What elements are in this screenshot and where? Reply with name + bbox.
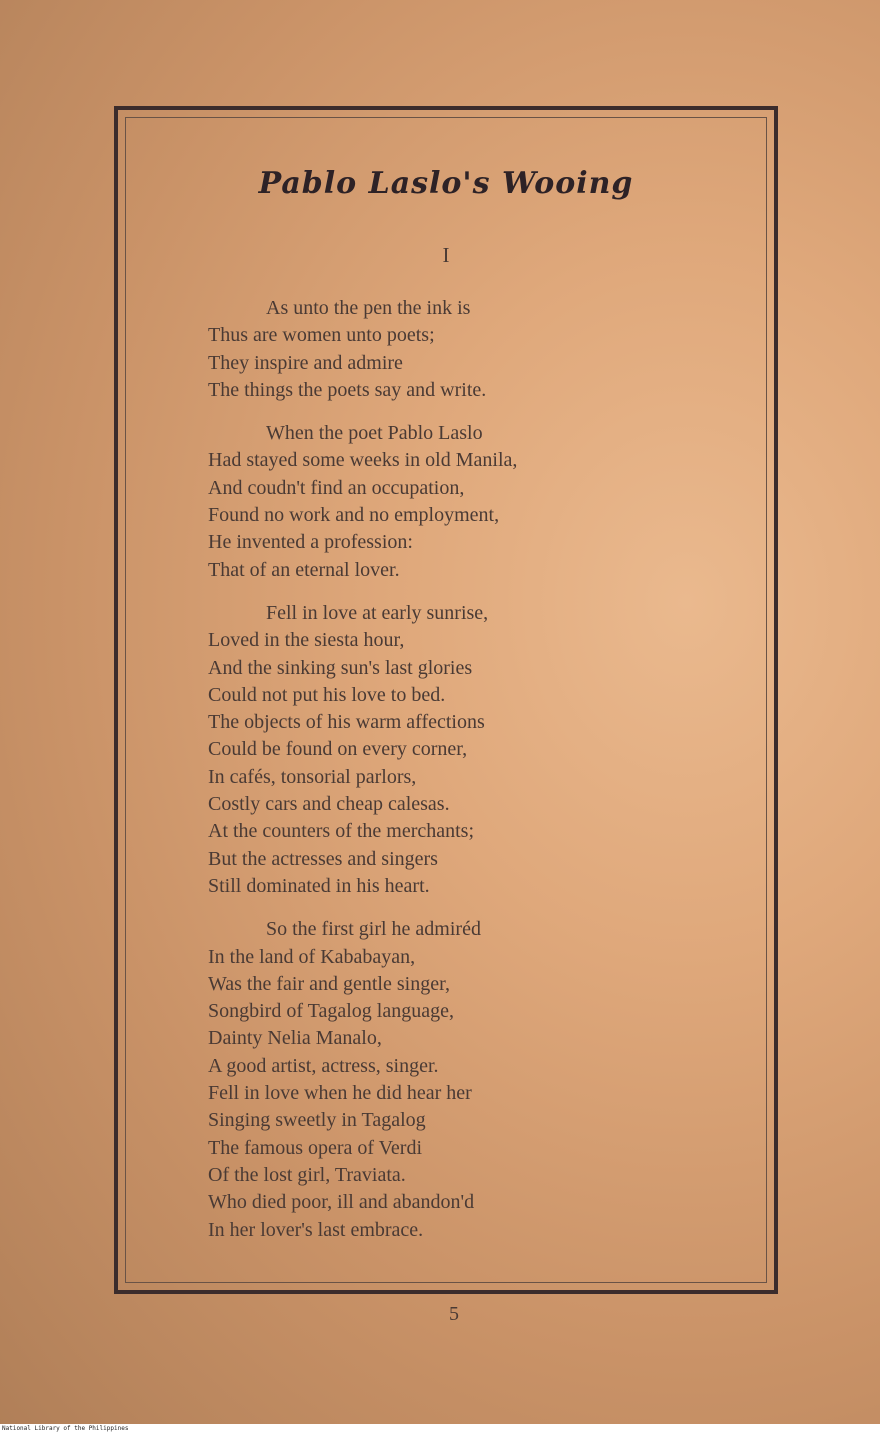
poem-line: In her lover's last embrace. xyxy=(208,1218,424,1241)
poem-line: And the sinking sun's last glories xyxy=(208,656,473,679)
poem-title: Pablo Laslo's Wooing xyxy=(258,166,634,201)
poem-line: Found no work and no employment, xyxy=(208,504,500,527)
poem-line: Still dominated in his heart. xyxy=(208,874,430,897)
poem-line: Of the lost girl, Traviata. xyxy=(208,1163,406,1186)
poem-line: Had stayed some weeks in old Manila, xyxy=(208,449,518,472)
page-number: 5 xyxy=(449,1303,459,1325)
poem-line: In cafés, tonsorial parlors, xyxy=(208,765,417,788)
stanza xyxy=(208,295,668,404)
poem-line: Dainty Nelia Manalo, xyxy=(208,1027,382,1050)
poem-line: Could be found on every corner, xyxy=(208,738,468,761)
poem-line: Fell in love at early sunrise, xyxy=(266,601,489,624)
poem-line: As unto the pen the ink is xyxy=(266,297,471,319)
poem-line: Singing sweetly in Tagalog xyxy=(208,1109,426,1132)
poem-line: In the land of Kababayan, xyxy=(208,945,416,968)
poem-line: The famous opera of Verdi xyxy=(208,1136,423,1159)
poem-line: A good artist, actress, singer. xyxy=(208,1054,439,1077)
poem-line: They inspire and admire xyxy=(208,351,403,374)
poem-line: Was the fair and gentle singer, xyxy=(208,972,450,995)
section-numeral: I xyxy=(442,243,450,267)
poem-line: Thus are women unto poets; xyxy=(208,324,435,347)
poem-line: So the first girl he admiréd xyxy=(266,918,481,941)
stanza xyxy=(208,420,668,584)
poem-line: He invented a profession: xyxy=(208,531,413,554)
poem-line: Who died poor, ill and abandon'd xyxy=(208,1191,475,1214)
poem-line: Costly cars and cheap calesas. xyxy=(208,793,450,816)
poem-line: Songbird of Tagalog language, xyxy=(208,1000,454,1023)
stanza xyxy=(208,600,668,900)
poem-line: But the actresses and singers xyxy=(208,847,438,870)
poem-line: Could not put his love to bed. xyxy=(208,683,446,706)
credit-text: National Library of the Philippines xyxy=(2,1425,129,1432)
footer-strip xyxy=(0,1424,880,1433)
poem-line: At the counters of the merchants; xyxy=(208,820,475,843)
stanza xyxy=(208,916,668,1244)
poem-line: The things the poets say and write. xyxy=(208,378,487,401)
poem-line: And coudn't find an occupation, xyxy=(208,476,465,499)
poem-line: Fell in love when he did hear her xyxy=(208,1082,472,1105)
poem-body xyxy=(208,295,668,1260)
poem-line: The objects of his warm affections xyxy=(208,711,485,734)
poem-line: Loved in the siesta hour, xyxy=(208,629,405,652)
poem-line: That of an eternal lover. xyxy=(208,558,400,581)
poem-line: When the poet Pablo Laslo xyxy=(266,422,483,445)
